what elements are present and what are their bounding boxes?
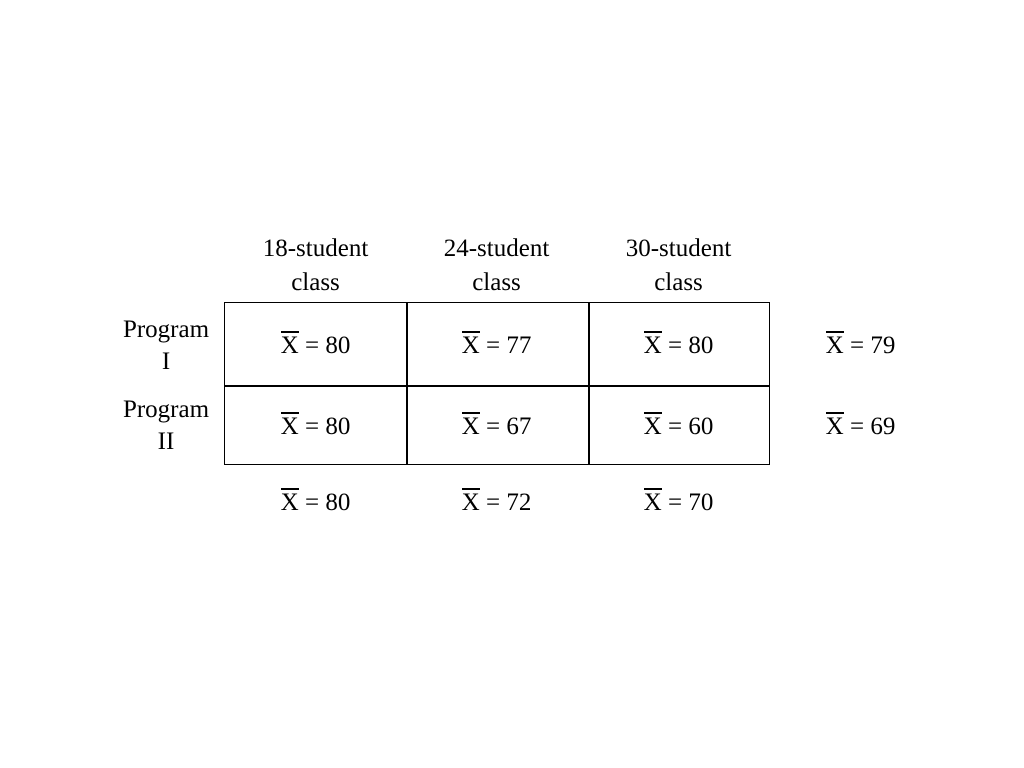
mean-value: = 80 [304,489,351,516]
x-bar-symbol: X [461,332,480,359]
x-bar-symbol: X [825,332,844,359]
mean-value: = 80 [304,332,351,359]
cell-mean-program-i-30 [588,331,769,361]
row-mean-program-ii [770,412,951,442]
column-mean-18-student [225,488,406,518]
mean-value: = 67 [485,413,532,440]
row-label-program-ii [108,394,224,458]
x-bar-symbol: X [461,489,480,516]
mean-value: = 77 [485,332,532,359]
mean-value: = 72 [485,489,532,516]
column-header-30-student [588,232,769,300]
x-bar-symbol: X [643,332,662,359]
row-label-line2: I [161,348,171,375]
column-header-line1: 24-student [443,235,550,262]
row-label-line2: II [157,428,175,455]
x-bar-symbol: X [461,413,480,440]
x-bar-symbol: X [643,413,662,440]
column-mean-30-student [588,488,769,518]
x-bar-symbol: X [280,413,299,440]
x-bar-symbol: X [825,413,844,440]
column-header-line2: class [291,269,340,296]
x-bar-symbol: X [280,489,299,516]
column-header-line1: 30-student [625,235,732,262]
x-bar-symbol: X [643,489,662,516]
mean-value: = 80 [304,413,351,440]
row-label-line1: Program [122,316,210,343]
mean-value: = 70 [667,489,714,516]
mean-value: = 79 [849,332,896,359]
mean-value: = 60 [667,413,714,440]
column-header-24-student [406,232,587,300]
column-header-18-student [225,232,406,300]
grid-divider [225,385,769,387]
column-header-line2: class [472,269,521,296]
column-header-line1: 18-student [262,235,369,262]
mean-value: = 69 [849,413,896,440]
mean-value: = 80 [667,332,714,359]
cell-mean-program-ii-24 [406,412,587,442]
cell-mean-program-ii-30 [588,412,769,442]
column-mean-24-student [406,488,587,518]
x-bar-symbol: X [280,332,299,359]
row-label-line1: Program [122,396,210,423]
column-header-line2: class [654,269,703,296]
row-mean-program-i [770,331,951,361]
cell-mean-program-ii-18 [225,412,406,442]
row-label-program-i [108,314,224,378]
cell-mean-program-i-18 [225,331,406,361]
cell-mean-program-i-24 [406,331,587,361]
